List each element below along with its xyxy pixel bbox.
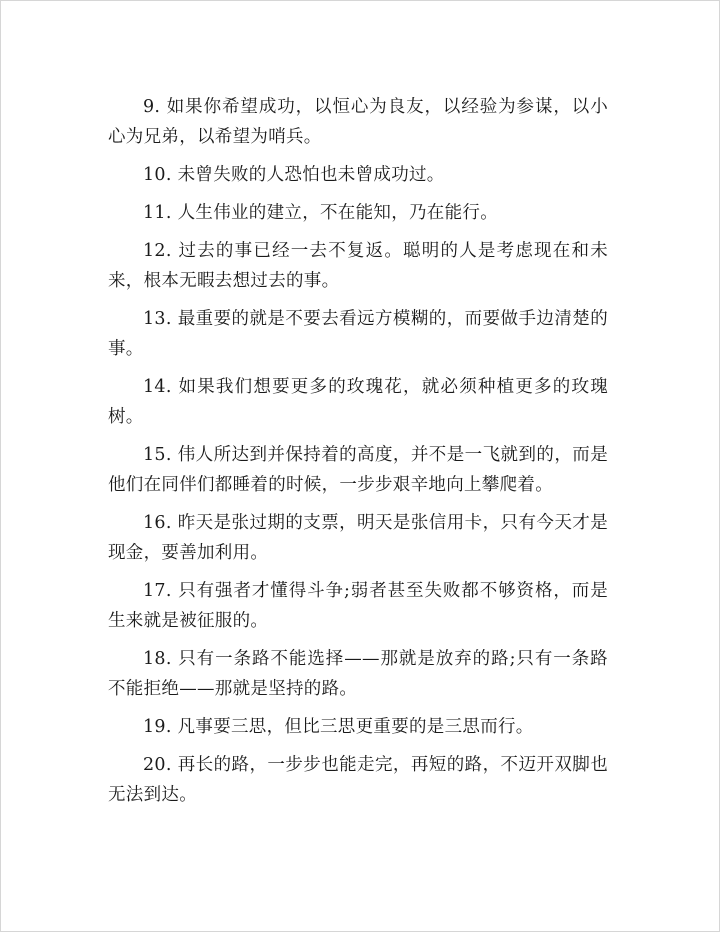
quote-paragraph-11: 11. 人生伟业的建立，不在能知，乃在能行。 bbox=[143, 203, 498, 223]
quote-paragraph-12: 12. 过去的事已经一去不复返。聪明的人是考虑现在和未来，根本无暇去想过去的事。 bbox=[108, 241, 608, 291]
quote-paragraph-18: 18. 只有一条路不能选择——那就是放弃的路;只有一条路不能拒绝——那就是坚持的路。 bbox=[108, 649, 608, 699]
quote-paragraph-16: 16. 昨天是张过期的支票，明天是张信用卡，只有今天才是现金，要善加利用。 bbox=[108, 513, 608, 563]
quote-paragraph-19: 19. 凡事要三思，但比三思更重要的是三思而行。 bbox=[143, 717, 534, 737]
quote-paragraph-9: 9. 如果你希望成功，以恒心为良友，以经验为参谋，以小心为兄弟，以希望为哨兵。 bbox=[108, 97, 608, 147]
document-body bbox=[108, 92, 608, 818]
quote-paragraph-13: 13. 最重要的就是不要去看远方模糊的，而要做手边清楚的事。 bbox=[108, 309, 608, 359]
quote-paragraph-15: 15. 伟人所达到并保持着的高度，并不是一飞就到的，而是他们在同伴们都睡着的时候，一步步艰辛地向上攀爬着。 bbox=[108, 445, 608, 495]
quote-paragraph-10: 10. 未曾失败的人恐怕也未曾成功过。 bbox=[143, 165, 445, 185]
quote-paragraph-17: 17. 只有强者才懂得斗争;弱者甚至失败都不够资格，而是生来就是被征服的。 bbox=[108, 581, 608, 631]
quote-paragraph-20: 20. 再长的路，一步步也能走完，再短的路，不迈开双脚也无法到达。 bbox=[108, 755, 608, 805]
quote-paragraph-14: 14. 如果我们想要更多的玫瑰花，就必须种植更多的玫瑰树。 bbox=[108, 377, 608, 427]
